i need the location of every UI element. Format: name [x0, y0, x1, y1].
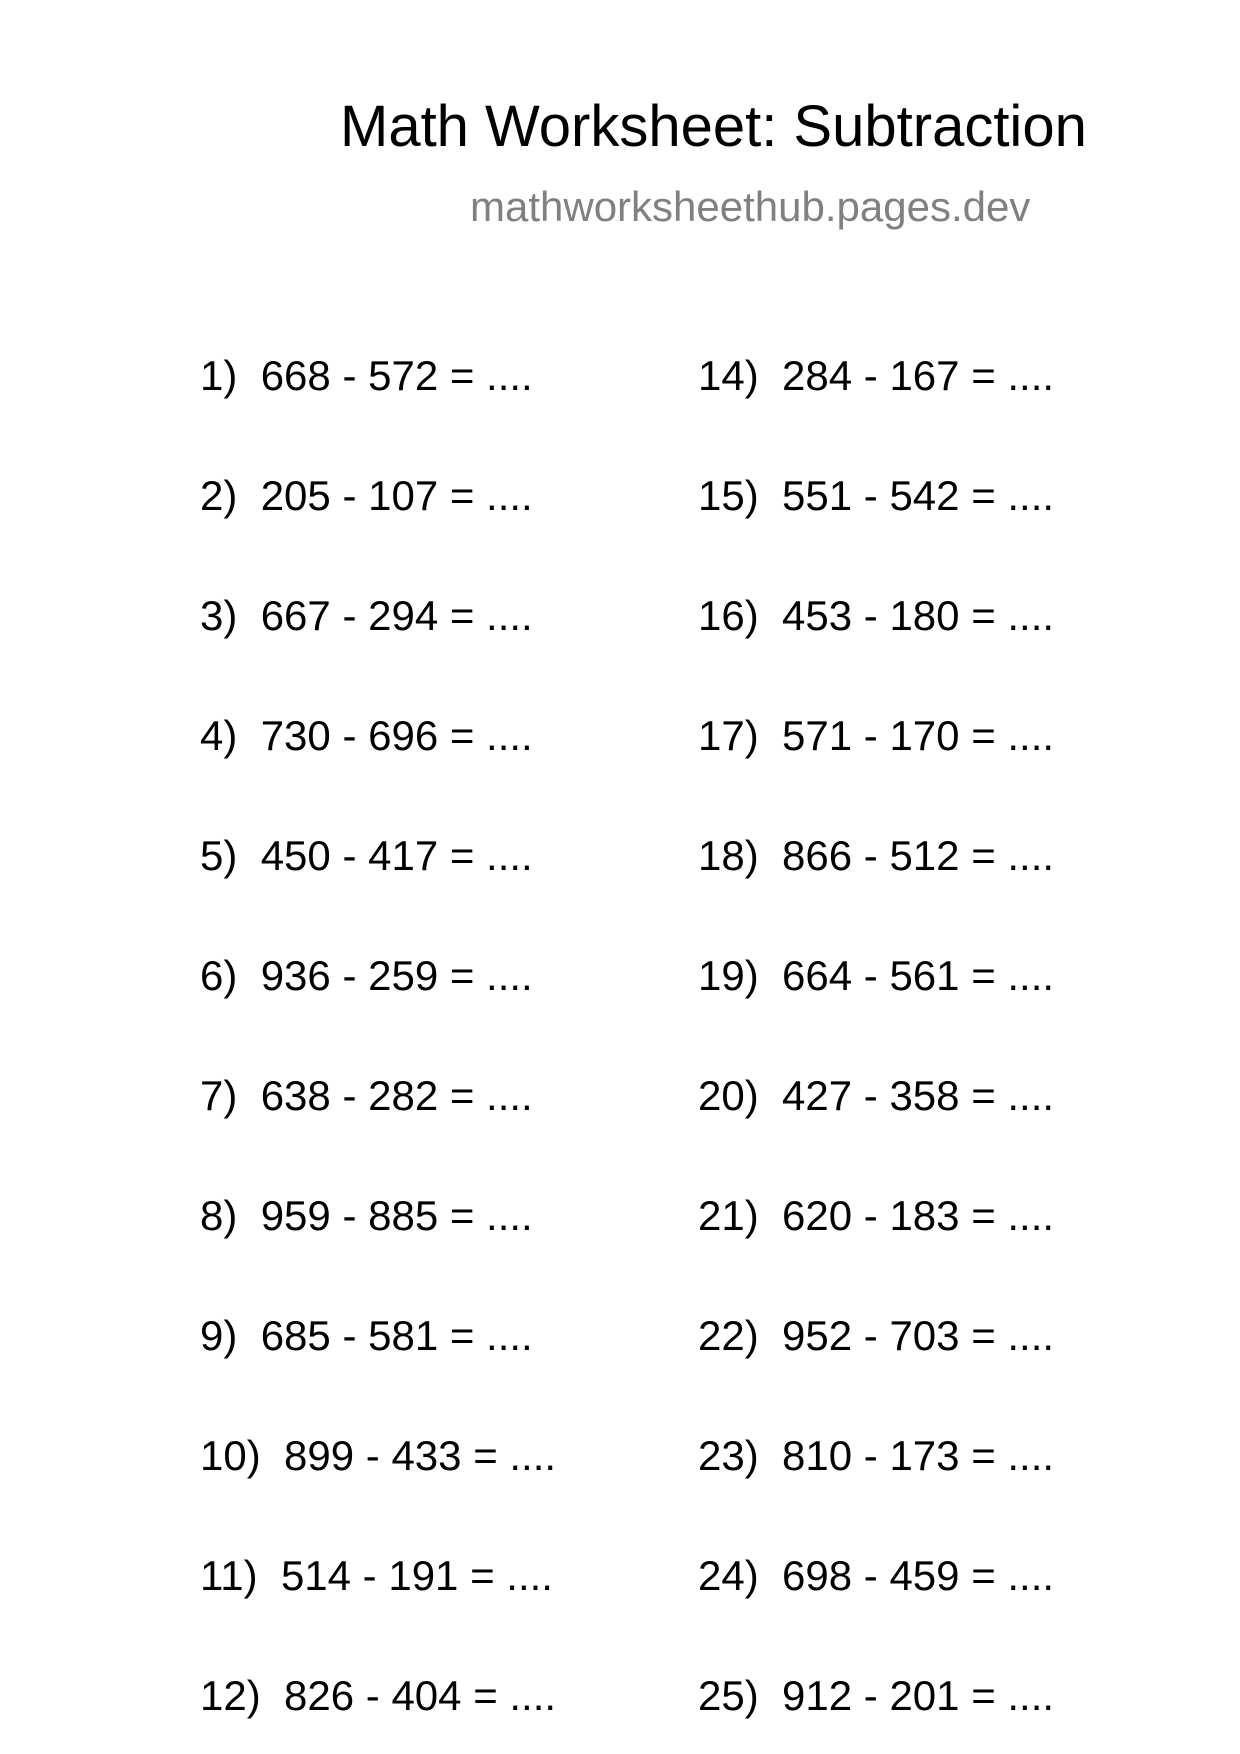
- problem-expression: 959 - 885 = ....: [260, 1192, 533, 1239]
- problem-expression: 685 - 581 = ....: [260, 1312, 533, 1359]
- problem-expression: 664 - 561 = ....: [782, 952, 1055, 999]
- worksheet-title: Math Worksheet: Subtraction: [340, 94, 1087, 159]
- problem-expression: 514 - 191 = ....: [280, 1552, 553, 1599]
- problem-expression: 450 - 417 = ....: [260, 832, 533, 879]
- problem-expression: 571 - 170 = ....: [782, 712, 1055, 759]
- problem-expression: 427 - 358 = ....: [782, 1072, 1055, 1119]
- problem-item: [200, 592, 533, 639]
- problem-item: [200, 712, 533, 759]
- problem-item: [200, 1312, 533, 1359]
- problem-item: [698, 1672, 1055, 1719]
- problem-number: 9): [200, 1312, 238, 1359]
- problem-item: [200, 952, 533, 999]
- problem-expression: 952 - 703 = ....: [782, 1312, 1055, 1359]
- problem-item: [698, 1072, 1055, 1119]
- problem-number: 10): [200, 1432, 261, 1479]
- problem-number: 23): [698, 1432, 759, 1479]
- problem-item: [698, 1312, 1055, 1359]
- problem-item: [200, 832, 533, 879]
- problem-item: [698, 712, 1055, 759]
- problem-item: [698, 592, 1055, 639]
- problem-expression: 638 - 282 = ....: [260, 1072, 533, 1119]
- problem-expression: 620 - 183 = ....: [782, 1192, 1055, 1239]
- problem-expression: 551 - 542 = ....: [782, 472, 1055, 519]
- problem-number: 8): [200, 1192, 238, 1239]
- problem-expression: 205 - 107 = ....: [260, 472, 533, 519]
- problem-item: [698, 1432, 1055, 1479]
- problem-number: 21): [698, 1192, 759, 1239]
- problem-expression: 866 - 512 = ....: [782, 832, 1055, 879]
- problem-expression: 668 - 572 = ....: [260, 352, 533, 399]
- problem-expression: 912 - 201 = ....: [782, 1672, 1055, 1719]
- problem-item: [200, 1672, 557, 1719]
- problem-number: 14): [698, 352, 759, 399]
- problem-expression: 284 - 167 = ....: [782, 352, 1055, 399]
- problem-number: 20): [698, 1072, 759, 1119]
- problem-number: 25): [698, 1672, 759, 1719]
- problem-number: 2): [200, 472, 238, 519]
- problem-number: 24): [698, 1552, 759, 1599]
- problem-item: [698, 1192, 1055, 1239]
- problem-item: [698, 352, 1055, 399]
- problem-number: 7): [200, 1072, 238, 1119]
- problem-item: [200, 472, 533, 519]
- problem-number: 3): [200, 592, 238, 639]
- problem-item: [698, 952, 1055, 999]
- problem-expression: 698 - 459 = ....: [782, 1552, 1055, 1599]
- problem-expression: 899 - 433 = ....: [284, 1432, 557, 1479]
- problem-expression: 826 - 404 = ....: [284, 1672, 557, 1719]
- problem-number: 18): [698, 832, 759, 879]
- problem-number: 22): [698, 1312, 759, 1359]
- website-url: mathworksheethub.pages.dev: [470, 183, 1031, 230]
- problem-item: [698, 832, 1055, 879]
- problem-number: 1): [200, 352, 238, 399]
- problem-number: 5): [200, 832, 238, 879]
- problem-number: 6): [200, 952, 238, 999]
- problem-number: 17): [698, 712, 759, 759]
- problem-item: [200, 1552, 553, 1599]
- problem-number: 16): [698, 592, 759, 639]
- problem-number: 15): [698, 472, 759, 519]
- problem-number: 4): [200, 712, 238, 759]
- problem-expression: 810 - 173 = ....: [782, 1432, 1055, 1479]
- problem-item: [698, 1552, 1055, 1599]
- problem-item: [200, 1432, 557, 1479]
- problem-number: 11): [200, 1552, 258, 1599]
- problem-item: [698, 472, 1055, 519]
- problem-number: 12): [200, 1672, 261, 1719]
- problem-number: 19): [698, 952, 759, 999]
- problem-expression: 730 - 696 = ....: [260, 712, 533, 759]
- problem-item: [200, 1192, 533, 1239]
- problem-expression: 936 - 259 = ....: [260, 952, 533, 999]
- problem-item: [200, 352, 533, 399]
- problem-item: [200, 1072, 533, 1119]
- problem-expression: 667 - 294 = ....: [260, 592, 533, 639]
- problem-expression: 453 - 180 = ....: [782, 592, 1055, 639]
